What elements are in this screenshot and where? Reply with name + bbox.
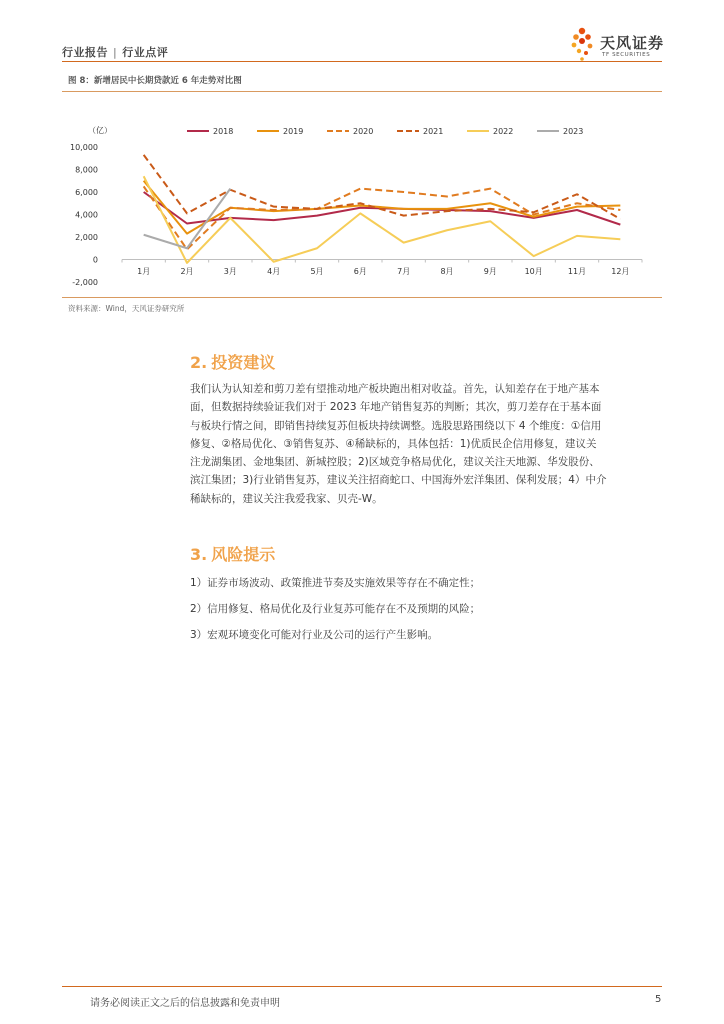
header-breadcrumb [62, 44, 168, 60]
y-tick-label: 6,000 [75, 188, 98, 197]
x-tick-label: 8月 [440, 267, 454, 276]
x-tick-label: 1月 [137, 267, 151, 276]
x-tick-label: 5月 [310, 267, 324, 276]
page-number: 5 [655, 994, 662, 1005]
x-tick-label: 10月 [524, 267, 543, 276]
y-tick-label: 4,000 [75, 210, 98, 220]
y-tick-label: 0 [92, 255, 98, 265]
y-axis-unit-label: （亿） [88, 126, 112, 135]
y-tick-label: 2,000 [75, 233, 98, 242]
section-title-invest [190, 350, 275, 373]
paragraph-line: 我们认为认知差和剪刀差有望推动地产板块跑出相对收益。首先，认知差存在于地产基本 [190, 383, 600, 395]
y-tick-label: 10,000 [70, 143, 98, 152]
legend-label-2020: 2020 [353, 127, 374, 136]
section-title-text: 投资建议 [211, 353, 276, 372]
header-category: 行业报告 [62, 46, 108, 59]
legend-label-2019: 2019 [283, 127, 304, 136]
logo-text-en: TF SECURITIES [602, 52, 651, 58]
paragraph-line: 滨江集团；3)行业销售复苏，建议关注招商蛇口、中国海外宏洋集团、保利发展；4）中介 [190, 474, 607, 487]
figure-source: 资料来源：Wind，天风证券研究所 [68, 304, 185, 313]
loan-trend-chart [62, 118, 662, 298]
series-line-2019 [144, 181, 621, 234]
logo-text-cn: 天风证券 [600, 34, 665, 52]
legend-label-2023: 2023 [563, 127, 584, 136]
footer-disclaimer: 请务必阅读正文之后的信息披露和免责申明 [90, 998, 280, 1009]
paragraph-line: 与板块行情之间，即销售持续复苏但板块持续调整。选股思路围绕以下 4 个维度：①信用 [190, 419, 602, 432]
section-number: 3. [190, 545, 208, 564]
header-separator: | [113, 46, 118, 59]
header-divider [62, 61, 662, 62]
x-tick-label: 3月 [223, 267, 237, 276]
risk-item: 1）证券市场波动、政策推进节奏及实施效果等存在不确定性； [190, 577, 481, 589]
legend-label-2018: 2018 [213, 127, 234, 136]
x-tick-label: 2月 [180, 267, 194, 276]
paragraph-line: 稀缺标的，建议关注我爱我家、贝壳-W。 [190, 492, 383, 505]
figure-caption: 图 8：新增居民中长期贷款近 6 年走势对比图 [62, 70, 662, 92]
section-number: 2. [190, 353, 208, 372]
legend-label-2021: 2021 [423, 127, 444, 136]
x-tick-label: 12月 [611, 267, 630, 276]
paragraph-line: 注龙湖集团、金地集团、新城控股；2)区域竞争格局优化，建议关注天地源、华发股份、 [190, 456, 600, 469]
x-tick-label: 4月 [267, 267, 281, 276]
header-subcategory: 行业点评 [122, 46, 169, 59]
x-tick-label: 9月 [483, 267, 497, 276]
section-title-risk [190, 542, 275, 565]
paragraph-line: 修复、②格局优化、③销售复苏、④稀缺标的，具体包括：1)优质民企信用修复，建议关 [190, 437, 597, 450]
risk-item: 2）信用修复、格局优化及行业复苏可能存在不及预期的风险； [190, 603, 481, 615]
legend-label-2022: 2022 [493, 127, 514, 136]
y-tick-label: -2,000 [72, 278, 98, 287]
paragraph-line: 面，但数据持续验证我们对于 2023 年地产销售复苏的判断；其次，剪刀差存在于基本面 [190, 401, 602, 414]
x-tick-label: 11月 [567, 267, 587, 276]
risk-item: 3）宏观环境变化可能对行业及公司的运行产生影响。 [190, 629, 439, 641]
x-tick-label: 7月 [397, 267, 411, 276]
invest-paragraph [190, 380, 665, 508]
y-tick-label: 8,000 [75, 165, 98, 175]
figure-bottom-divider [62, 297, 662, 298]
section-title-text: 风险提示 [211, 545, 276, 564]
footer-divider [62, 986, 662, 987]
x-tick-label: 6月 [353, 267, 367, 276]
